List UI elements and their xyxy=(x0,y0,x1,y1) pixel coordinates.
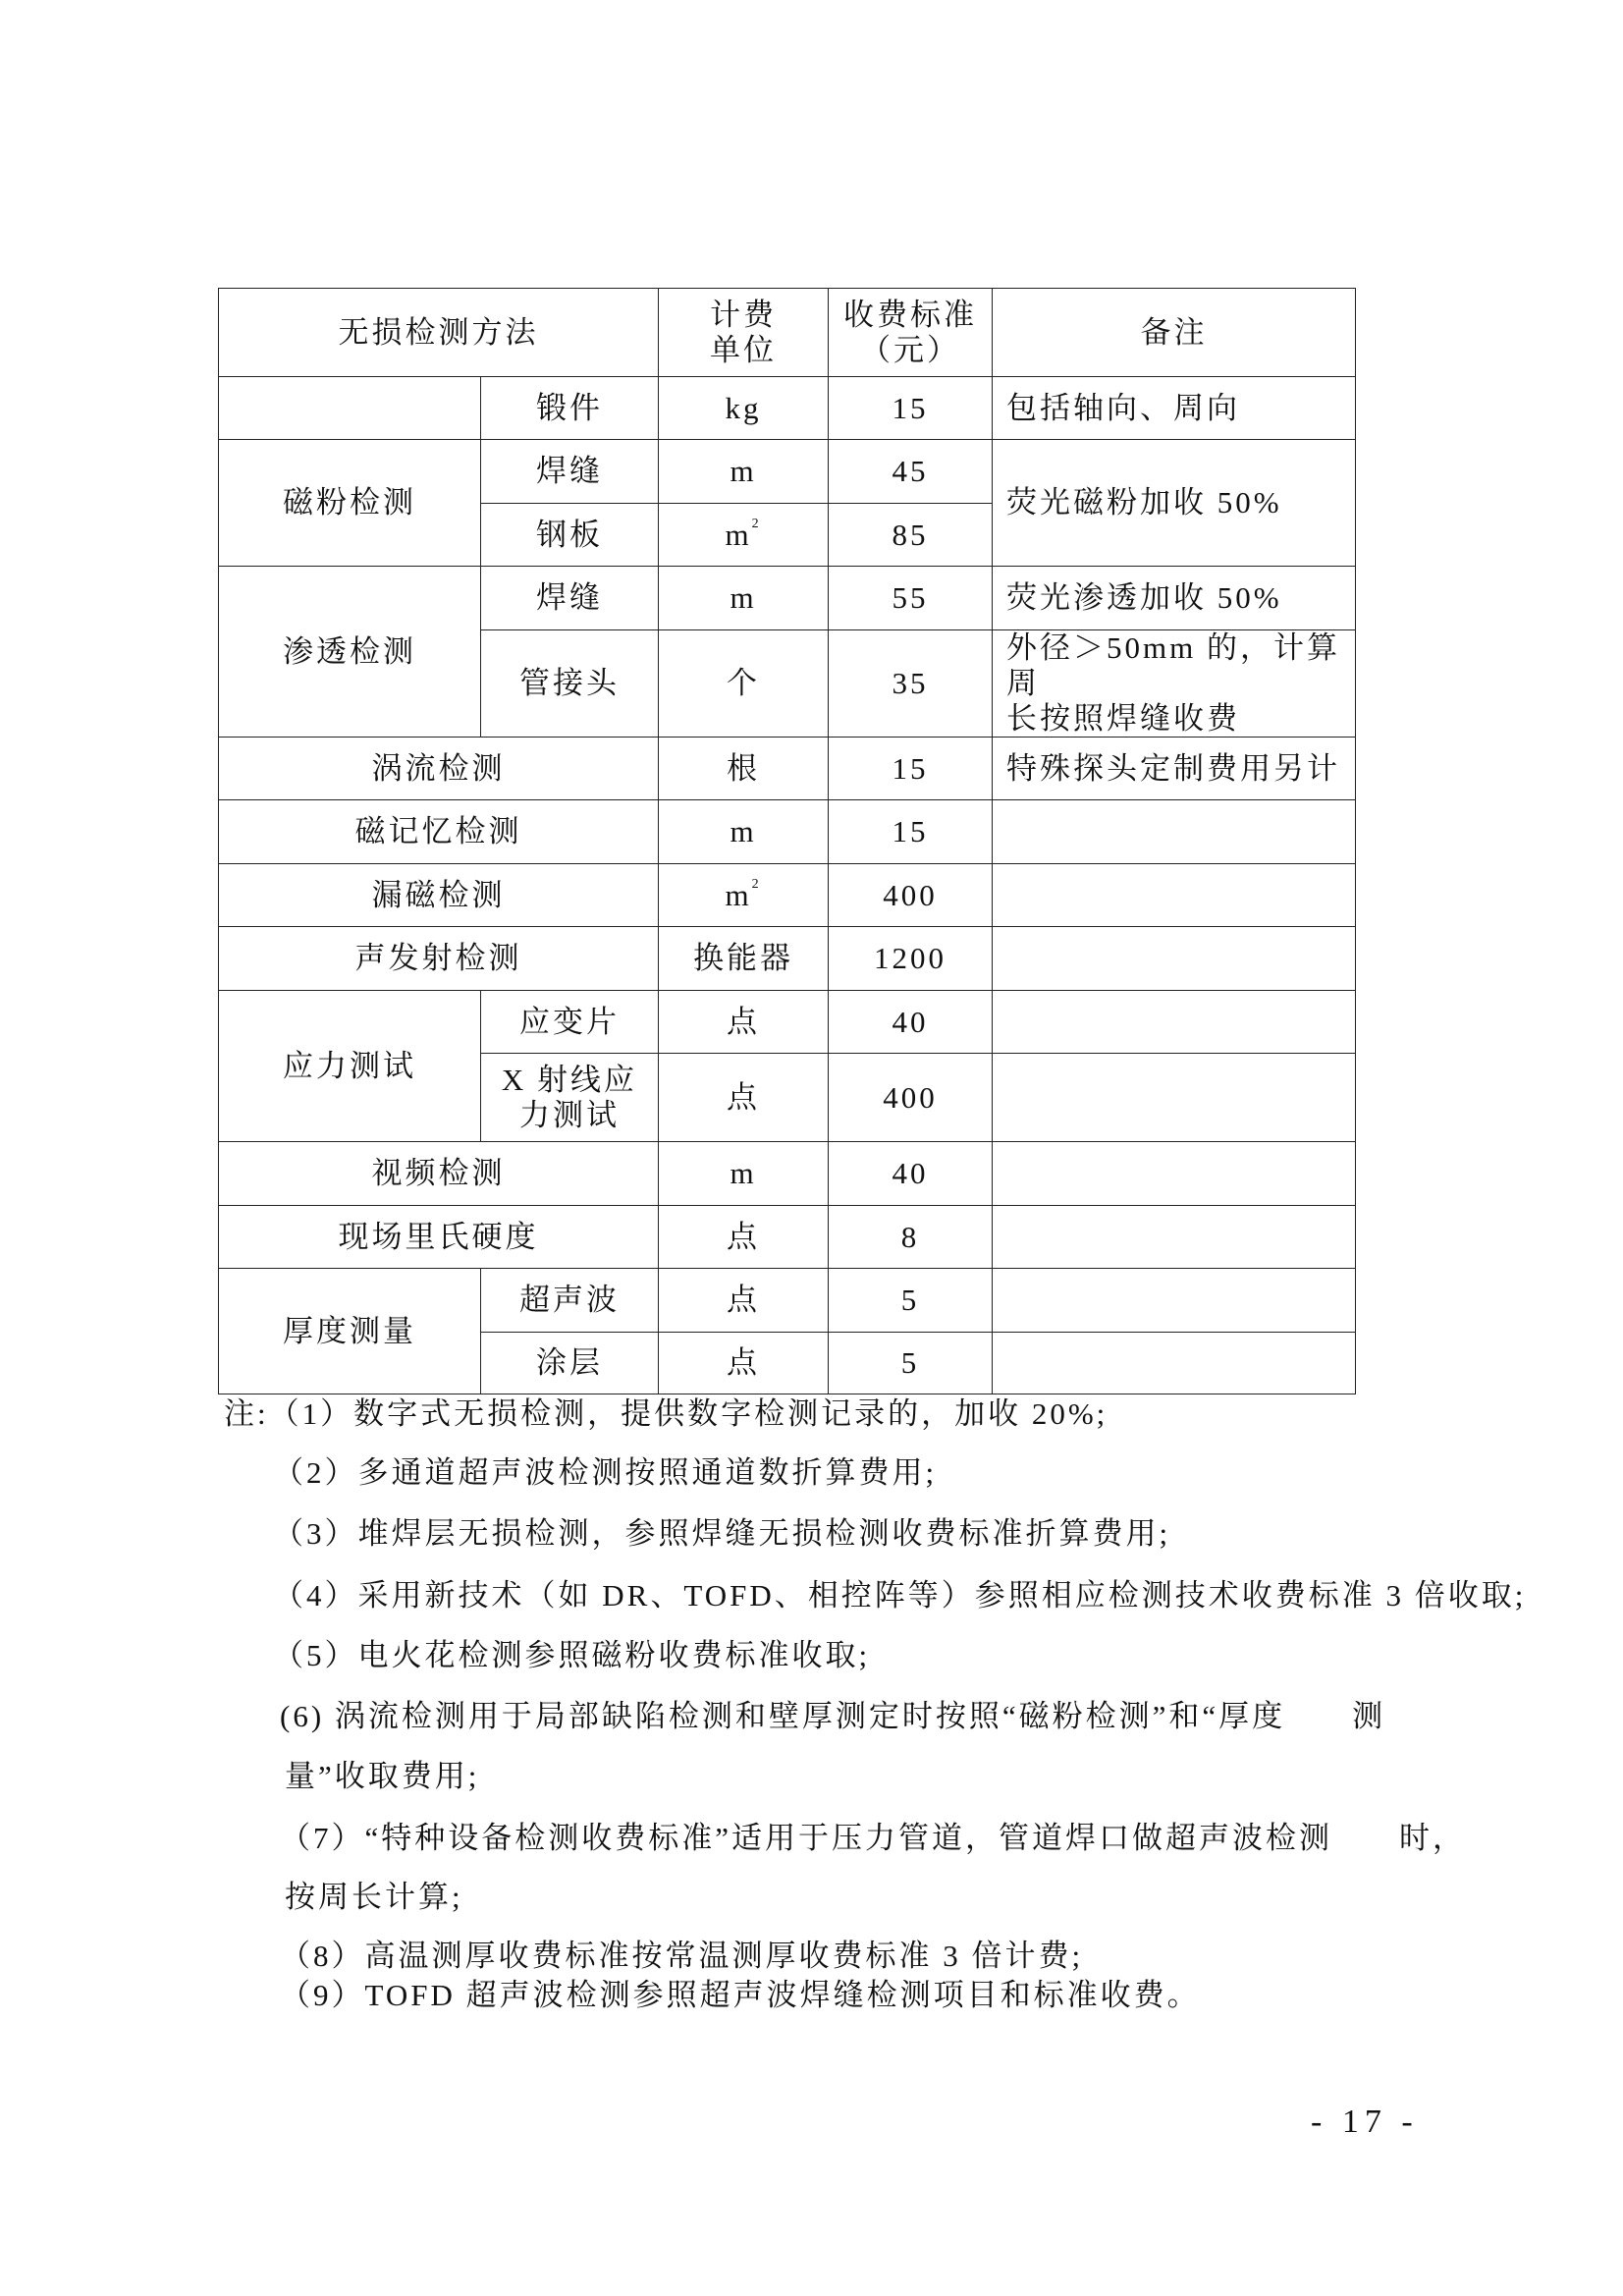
superscript: 2 xyxy=(751,876,762,892)
table-header xyxy=(219,289,1356,377)
cell: 磁记忆检测 xyxy=(219,800,659,864)
cell: 5 xyxy=(829,1269,993,1333)
note-line: （8）高温测厚收费标准按常温测厚收费标准 3 倍计费; xyxy=(280,1939,1084,1973)
header-remark: 备注 xyxy=(993,289,1356,377)
cell: 5 xyxy=(829,1333,993,1394)
cell xyxy=(993,1142,1356,1206)
table-row xyxy=(219,440,1356,504)
cell: m xyxy=(659,800,829,864)
cell: 15 xyxy=(829,800,993,864)
table-row xyxy=(219,377,1356,440)
cell: 声发射检测 xyxy=(219,927,659,991)
note-line: （4）采用新技术（如 DR、TOFD、相控阵等）参照相应检测技术收费标准 3 倍收取; xyxy=(273,1578,1527,1613)
note-line: （3）堆焊层无损检测，参照焊缝无损检测收费标准折算费用; xyxy=(273,1516,1171,1551)
note-line: （5）电火花检测参照磁粉收费标准收取; xyxy=(273,1638,871,1672)
cell: 应变片 xyxy=(481,991,659,1054)
cell: X 射线应 力测试 xyxy=(481,1054,659,1142)
cell: 45 xyxy=(829,440,993,504)
unit: m xyxy=(725,877,752,912)
cell: 外径＞50mm 的，计算周 长按照焊缝收费 xyxy=(993,630,1356,738)
cell: 荧光渗透加收 50% xyxy=(993,567,1356,630)
cell: 渗透检测 xyxy=(219,567,481,738)
note-line: （9）TOFD 超声波检测参照超声波焊缝检测项目和标准收费。 xyxy=(280,1978,1201,2012)
table-row xyxy=(219,1206,1356,1269)
fee-table xyxy=(218,288,1356,1394)
cell: 漏磁检测 xyxy=(219,864,659,927)
cell: m xyxy=(659,1142,829,1206)
cell: 40 xyxy=(829,1142,993,1206)
page-number: - 17 - xyxy=(1311,2104,1419,2140)
cell: 换能器 xyxy=(659,927,829,991)
cell: 85 xyxy=(829,504,993,567)
cell: 55 xyxy=(829,567,993,630)
cell: 点 xyxy=(659,1206,829,1269)
table-row xyxy=(219,927,1356,991)
cell: m xyxy=(659,567,829,630)
note-line: (6) 涡流检测用于局部缺陷检测和壁厚测定时按照“磁粉检测”和“厚度 测 xyxy=(280,1699,1386,1733)
cell: kg xyxy=(659,377,829,440)
cell xyxy=(993,800,1356,864)
cell: 点 xyxy=(659,1054,829,1142)
table-row xyxy=(219,864,1356,927)
cell xyxy=(993,864,1356,927)
cell: 磁粉检测 xyxy=(219,440,481,567)
cell xyxy=(659,504,829,567)
cell: 点 xyxy=(659,1333,829,1394)
cell xyxy=(993,1333,1356,1394)
cell: 1200 xyxy=(829,927,993,991)
cell: 焊缝 xyxy=(481,567,659,630)
cell: 40 xyxy=(829,991,993,1054)
superscript: 2 xyxy=(751,516,762,531)
cell: 涂层 xyxy=(481,1333,659,1394)
cell: 点 xyxy=(659,1269,829,1333)
table-row xyxy=(219,738,1356,800)
cell: 8 xyxy=(829,1206,993,1269)
table-row xyxy=(219,567,1356,630)
cell: 荧光磁粉加收 50% xyxy=(993,440,1356,567)
cell xyxy=(993,1206,1356,1269)
cell: 特殊探头定制费用另计 xyxy=(993,738,1356,800)
note-line: 注:（1）数字式无损检测，提供数字检测记录的，加收 20%; xyxy=(224,1396,1109,1431)
cell: 点 xyxy=(659,991,829,1054)
cell: m xyxy=(659,440,829,504)
cell: 15 xyxy=(829,738,993,800)
cell: 400 xyxy=(829,864,993,927)
cell xyxy=(993,1269,1356,1333)
cell: 锻件 xyxy=(481,377,659,440)
cell: 视频检测 xyxy=(219,1142,659,1206)
cell: 15 xyxy=(829,377,993,440)
cell: 超声波 xyxy=(481,1269,659,1333)
cell: 现场里氏硬度 xyxy=(219,1206,659,1269)
cell: 根 xyxy=(659,738,829,800)
table-row xyxy=(219,800,1356,864)
cell: 应力测试 xyxy=(219,991,481,1142)
cell xyxy=(993,991,1356,1054)
table-row xyxy=(219,991,1356,1054)
cell: 焊缝 xyxy=(481,440,659,504)
unit: m xyxy=(725,517,752,552)
note-line: （2）多通道超声波检测按照通道数折算费用; xyxy=(273,1455,938,1490)
cell: 400 xyxy=(829,1054,993,1142)
cell: 钢板 xyxy=(481,504,659,567)
note-line: 按周长计算; xyxy=(285,1880,463,1914)
cell: 个 xyxy=(659,630,829,738)
empty-cell xyxy=(219,377,481,440)
cell: 包括轴向、周向 xyxy=(993,377,1356,440)
cell: 厚度测量 xyxy=(219,1269,481,1394)
cell xyxy=(993,927,1356,991)
table-row xyxy=(219,1269,1356,1333)
table-row xyxy=(219,1142,1356,1206)
header-unit: 计费 单位 xyxy=(659,289,829,377)
cell: 涡流检测 xyxy=(219,738,659,800)
header-method: 无损检测方法 xyxy=(219,289,659,377)
cell: 35 xyxy=(829,630,993,738)
note-line: （7）“特种设备检测收费标准”适用于压力管道，管道焊口做超声波检测 时， xyxy=(280,1821,1467,1855)
note-line: 量”收取费用; xyxy=(285,1759,480,1793)
cell xyxy=(659,864,829,927)
cell: 管接头 xyxy=(481,630,659,738)
cell xyxy=(993,1054,1356,1142)
header-price: 收费标准 （元） xyxy=(829,289,993,377)
